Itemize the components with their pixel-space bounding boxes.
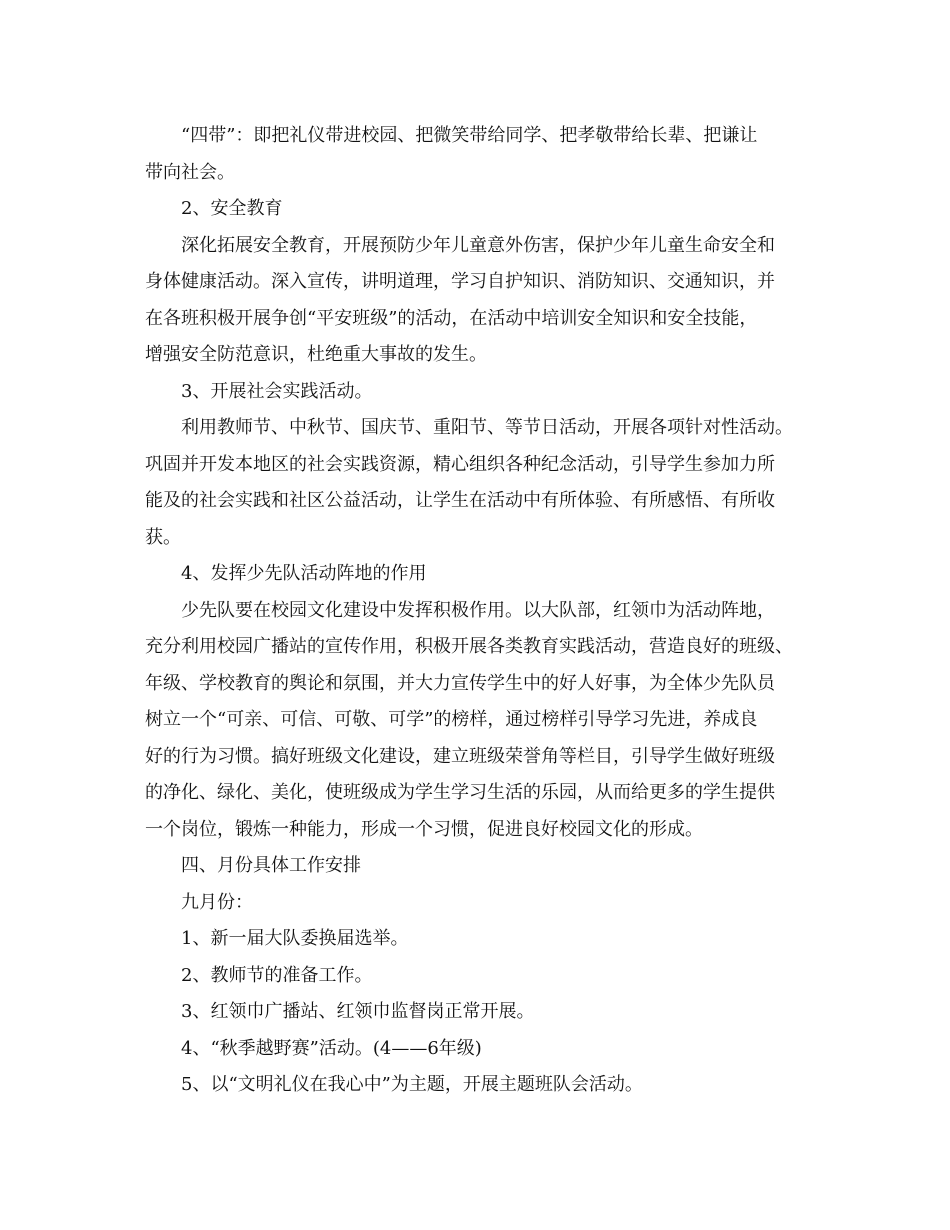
- text-line: 2、安全教育: [181, 198, 283, 219]
- text-line: 3、红领巾广播站、红领巾监督岗正常开展。: [181, 1001, 535, 1022]
- text-line: 好的行为习惯。搞好班级文化建设，建立班级荣誉角等栏目，引导学生做好班级: [145, 745, 775, 767]
- text-line: “四带”：即把礼仪带进校园、把微笑带给同学、把孝敬带给长辈、把谦让: [181, 125, 758, 146]
- document-page: [145, 118, 815, 1104]
- text-line: 树立一个“可亲、可信、可敬、可学”的榜样，通过榜样引导学习先进，养成良: [145, 709, 758, 730]
- text-line: 2、教师节的准备工作。: [181, 964, 373, 986]
- text-line: 少先队要在校园文化建设中发挥积极作用。以大队部，红领巾为活动阵地，: [181, 599, 775, 621]
- text-line: 巩固并开发本地区的社会实践资源，精心组织各种纪念活动，引导学生参加力所: [145, 453, 775, 475]
- text-line: 深化拓展安全教育，开展预防少年儿童意外伤害，保护少年儿童生命安全和: [181, 234, 775, 256]
- text-line: 带向社会。: [145, 161, 235, 183]
- text-line: 3、开展社会实践活动。: [181, 380, 373, 402]
- text-line: 增强安全防范意识，杜绝重大事故的发生。: [145, 344, 487, 365]
- text-line: 1、新一届大队委换届选举。: [181, 928, 409, 949]
- text-line: 4、“秋季越野赛”活动。(4——6年级): [181, 1037, 482, 1059]
- text-line: 年级、学校教育的舆论和氛围，并大力宣传学生中的好人好事，为全体少先队员: [145, 672, 775, 694]
- text-line: 4、发挥少先队活动阵地的作用: [181, 563, 427, 584]
- text-line: 获。: [145, 526, 181, 548]
- text-line: 利用教师节、中秋节、国庆节、重阳节、等节日活动，开展各项针对性活动。: [181, 417, 793, 438]
- text-line: 九月份：: [181, 891, 253, 913]
- text-line: 充分利用校园广播站的宣传作用，积极开展各类教育实践活动，营造良好的班级、: [145, 636, 793, 657]
- document-body: [145, 118, 815, 1104]
- text-line: 身体健康活动。深入宣传，讲明道理，学习自护知识、消防知识、交通知识，并: [145, 271, 775, 292]
- text-line: 一个岗位，锻炼一种能力，形成一个习惯，促进良好校园文化的形成。: [145, 818, 703, 840]
- text-line: 能及的社会实践和社区公益活动，让学生在活动中有所体验、有所感悟、有所收: [145, 490, 775, 511]
- text-line: 在各班积极开展争创“平安班级”的活动，在活动中培训安全知识和安全技能，: [145, 307, 758, 329]
- text-line: 5、以“文明礼仪在我心中”为主题，开展主题班队会活动。: [181, 1074, 643, 1095]
- text-line: 的净化、绿化、美化，使班级成为学生学习生活的乐园，从而给更多的学生提供: [145, 782, 775, 803]
- text-line: 四、月份具体工作安排: [181, 855, 361, 876]
